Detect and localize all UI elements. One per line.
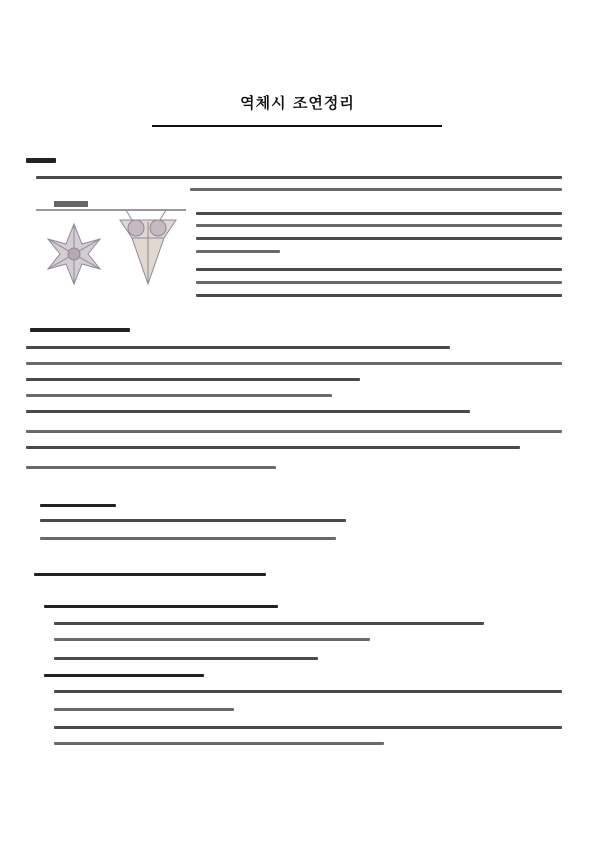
section-2-text-line [26, 394, 332, 397]
diagram-figure [36, 198, 186, 294]
section-2-text-line [26, 430, 562, 433]
section-1-text-line [196, 268, 562, 271]
subsection-text-line [54, 622, 484, 625]
section-1-text-line [196, 250, 280, 253]
section-2-text-line [26, 466, 276, 469]
section-1-text-line [196, 237, 562, 240]
snowflake-diagram-icon [36, 198, 186, 294]
document-title: 역체시 조연정리 [240, 94, 355, 112]
subsection-text-line [54, 638, 370, 641]
section-1-text-line [190, 188, 562, 191]
section-2-heading [30, 328, 130, 332]
section-3-heading [40, 504, 116, 507]
section-1-heading [26, 158, 56, 163]
section-2-text-line [26, 346, 450, 349]
section-1-text-line [196, 294, 562, 297]
section-3-list-item [40, 519, 346, 522]
section-2-text-line [26, 446, 520, 449]
section-2-text-line [26, 410, 470, 413]
section-1-text-line [196, 212, 562, 215]
subsection-heading [44, 674, 204, 677]
title-underline [152, 125, 442, 127]
section-1-text-line [196, 281, 562, 284]
subsection-text-line [54, 726, 562, 729]
section-2-text-line [26, 378, 360, 381]
section-2-text-line [26, 362, 562, 365]
subsection-text-line [54, 708, 234, 711]
section-1-text-line [36, 176, 562, 179]
subsection-text-line [54, 657, 318, 660]
section-3-list-item [40, 537, 336, 540]
section-1-text-line [196, 224, 562, 227]
section-4-heading [34, 573, 266, 576]
subsection-text-line [54, 742, 384, 745]
subsection-heading [44, 605, 278, 608]
subsection-text-line [54, 690, 562, 693]
